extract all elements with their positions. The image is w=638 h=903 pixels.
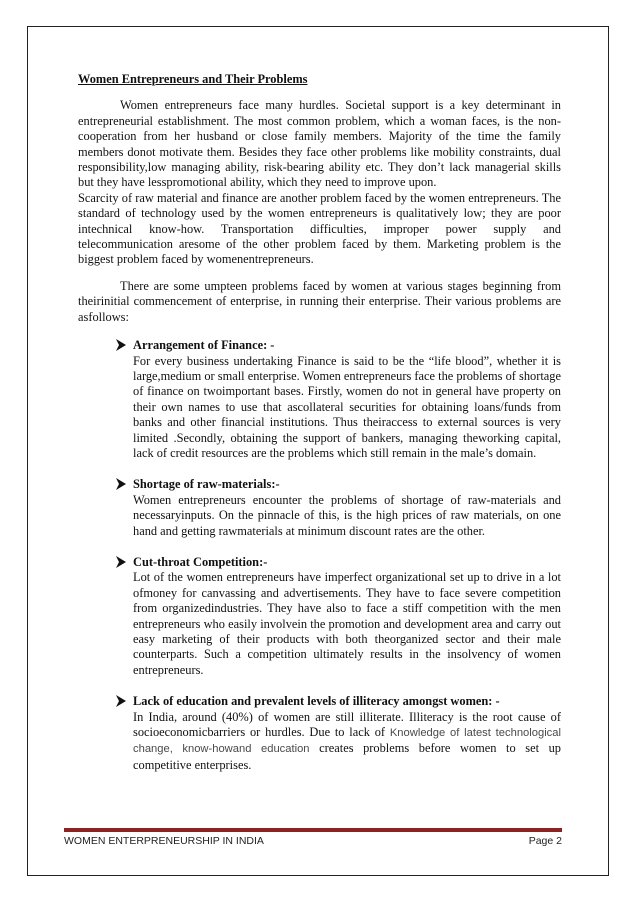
footer-title: WOMEN ENTERPRENEURSHIP IN INDIA	[64, 835, 264, 847]
list-item	[78, 477, 561, 539]
paragraph-intro: Women entrepreneurs face many hurdles. Societal support is a key determinant in entrepreneurial establishment. The most common problem, which a woman faces, is the non-cooperation from her husband or close family members. Majority of the time the family members donot motivate them. Besides they face other problems like mobility constraints, dual responsibility,low managing ability, risk-bearing ability etc. They don’t lack managerial skills but they have lesspromotional ability, which they need to improve upon.	[78, 98, 561, 190]
page-footer	[64, 829, 562, 849]
list-item-text: Women entrepreneurs encounter the problems of shortage of raw-materials and necessaryinputs. On the pinnacle of this, is the high prices of raw materials, on one hand and getting rawmaterials at minimum discount rates are the other.	[133, 492, 561, 538]
problems-list	[78, 338, 561, 773]
section-heading: Women Entrepreneurs and Their Problems	[78, 72, 308, 86]
list-item-text	[133, 710, 561, 774]
arrow-bullet-icon	[116, 556, 126, 568]
list-item	[78, 338, 561, 461]
list-item-heading: Shortage of raw-materials:-	[133, 477, 280, 492]
arrow-bullet-icon	[116, 339, 126, 351]
list-item-heading: Cut-throat Competition:-	[133, 554, 268, 569]
list-item-text-highlight: Knowledge of latest technological change, know-howand education	[133, 727, 561, 756]
list-item-text-end: creates problems before women to set up competitive enterprises.	[133, 741, 561, 772]
arrow-bullet-icon	[116, 478, 126, 490]
footer-rule	[64, 828, 562, 829]
list-item	[78, 555, 561, 678]
paragraph-scarcity: Scarcity of raw material and finance are another problem faced by the women entrepreneurs. The standard of technology used by the women entrepreneurs is qualitatively low; they are poor intechnical know-how. Transportation difficulties, improper power supply and telecommunication aresome of the other problem faced by them. Marketing problem is the biggest problem faced by womenentrepreneurs.	[78, 190, 561, 267]
list-item-heading: Arrangement of Finance: -	[133, 338, 275, 353]
list-item-text: For every business undertaking Finance is said to be the “life blood”, whether it is large,medium or small enterprise. Women entrepreneurs face the problems of shortage of finance on twoimportant bases. Firstly, women do not in general have property on their own names to use that ascollateral securities for obtaining loans/funds from banks and other financial institutions. Thus theiraccess to external sources is very limited .Secondly, obtaining the support of bankers, managing theworking capital, lack of credit resources are the problems which still remain in the male’s domain.	[133, 353, 561, 460]
document-body	[78, 72, 561, 789]
list-item-text: Lot of the women entrepreneurs have imperfect organizational set up to drive in a lot ofmoney for canvassing and advertisements. They have to face severe competition from organizedindustries. They have also to face a stiff competition with the men entrepreneurs who easily involvein the promotion and development area and carry out easy marketing of their products with both theorganized sector and their male counterparts. Such a competition ultimately results in the insolvency of women entrepreneurs.	[133, 570, 561, 677]
page-number: Page 2	[528, 835, 562, 847]
list-item-heading: Lack of education and prevalent levels of illiteracy amongst women: -	[133, 694, 500, 709]
list-item	[78, 694, 561, 773]
paragraph-problems-intro: There are some umpteen problems faced by women at various stages beginning from theirinitial commencement of enterprise, in running their enterprise. Their various problems are asfollows:	[78, 278, 561, 324]
arrow-bullet-icon	[116, 695, 126, 707]
list-item-text-start: In India, around (40%) of women are still illiterate. Illiteracy is the root cause of socioeconomicbarriers or hurdles. Due to lack of	[133, 709, 561, 740]
